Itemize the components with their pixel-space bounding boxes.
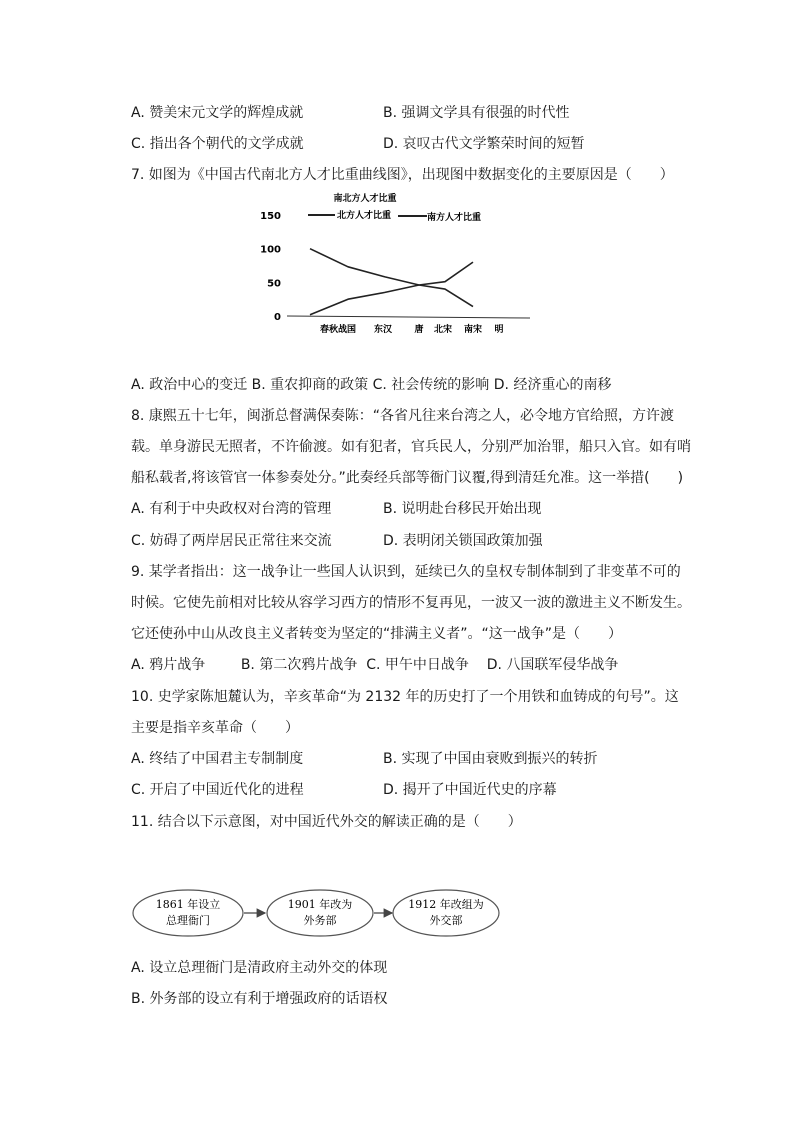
q8-option-d: D. 表明闭关锁国政策加强 [383, 533, 543, 549]
q9-line-1: 9. 某学者指出：这一战争让一些国人认识到，延续已久的皇权专制体制到了非变革不可的 [131, 564, 681, 580]
talent-ratio-chart [255, 190, 545, 340]
flow-node-1-line-2: 总理衙门 [166, 914, 210, 927]
x-tick-label: 北宋 [433, 325, 453, 335]
q8-option-a: A. 有利于中央政权对台湾的管理 [131, 501, 332, 517]
q10-option-c: C. 开启了中国近代化的进程 [131, 782, 304, 798]
q10-option-b: B. 实现了中国由衰败到振兴的转折 [383, 751, 598, 767]
q8-line-1: 8. 康熙五十七年，闽浙总督满保奏陈：“各省凡往来台湾之人，必令地方官给照，方许渡 [131, 408, 675, 424]
y-tick-label: 0 [274, 312, 281, 323]
q10-option-a: A. 终结了中国君主专制制度 [131, 751, 304, 767]
q10-option-d: D. 揭开了中国近代史的序幕 [383, 782, 557, 798]
x-tick-label: 明 [494, 325, 504, 335]
x-tick-label: 南宋 [463, 325, 483, 335]
flow-node-3-line-2: 外交部 [429, 914, 463, 927]
foreign-office-flow-diagram [128, 878, 508, 948]
flow-node-3-line-1: 1912 年改组为 [408, 898, 484, 911]
y-tick-label: 100 [260, 244, 281, 256]
y-tick-label: 150 [260, 211, 281, 222]
q8-line-3: 船私载者,将该管官一体参奏处分。”此奏经兵部等衙门议覆,得到清廷允准。这一举措( ) [131, 470, 684, 486]
q10-line-2: 主要是指辛亥革命（ ） [131, 720, 299, 736]
q11-stem: 11. 结合以下示意图，对中国近代外交的解读正确的是（ ） [131, 814, 522, 830]
south-series-line [310, 262, 473, 315]
flow-node-2-ellipse [267, 890, 373, 936]
flow-node-3-ellipse [393, 890, 499, 936]
q6-option-a: A. 赞美宋元文学的辉煌成就 [131, 105, 304, 121]
legend-north-label: 北方人才比重 [337, 211, 392, 221]
q6-option-c: C. 指出各个朝代的文学成就 [131, 136, 304, 152]
q10-line-1: 10. 史学家陈旭麓认为，辛亥革命“为 2132 年的历史打了一个用铁和血铸成的句号”。这 [131, 689, 679, 705]
q11-option-a: A. 设立总理衙门是清政府主动外交的体现 [131, 960, 388, 976]
q9-line-3: 它还使孙中山从改良主义者转变为坚定的“排满主义者”。“这一战争”是（ ） [131, 626, 623, 642]
q11-option-b: B. 外务部的设立有利于增强政府的话语权 [131, 991, 388, 1007]
q7-stem: 7. 如图为《中国古代南北方人才比重曲线图》，出现图中数据变化的主要原因是（ ） [131, 167, 674, 183]
flow-node-2-line-1: 1901 年改为 [287, 898, 353, 911]
north-series-line [310, 249, 473, 307]
q8-option-c: C. 妨碍了两岸居民正常往来交流 [131, 533, 332, 549]
flow-node-1-line-1: 1861 年设立 [155, 898, 221, 911]
y-tick-label: 50 [267, 278, 281, 290]
q8-line-2: 载。单身游民无照者，不许偷渡。如有犯者，官兵民人，分别严加治罪，船只入官。如有哨 [131, 439, 691, 455]
q7-options: A. 政治中心的变迁 B. 重农抑商的政策 C. 社会传统的影响 D. 经济重心的南移 [131, 377, 612, 393]
legend-south-label: 南方人才比重 [427, 213, 482, 223]
q6-option-d: D. 哀叹古代文学繁荣时间的短暂 [383, 136, 585, 152]
q9-options: A. 鸦片战争 B. 第二次鸦片战争 C. 甲午中日战争 D. 八国联军侵华战争 [131, 657, 619, 673]
flow-node-1-ellipse [133, 890, 243, 936]
q9-line-2: 时候。它使先前相对比较从容学习西方的情形不复再见，一波又一波的激进主义不断发生。 [131, 595, 691, 611]
x-tick-label: 东汉 [373, 325, 393, 335]
flow-node-2-line-2: 外务部 [303, 914, 337, 927]
x-axis-line [287, 316, 530, 318]
x-tick-label: 春秋战国 [319, 325, 357, 335]
chart-title: 南北方人才比重 [333, 194, 397, 204]
q8-option-b: B. 说明赴台移民开始出现 [383, 501, 542, 517]
q6-option-b: B. 强调文学具有很强的时代性 [383, 105, 570, 121]
x-tick-label: 唐 [414, 325, 424, 335]
